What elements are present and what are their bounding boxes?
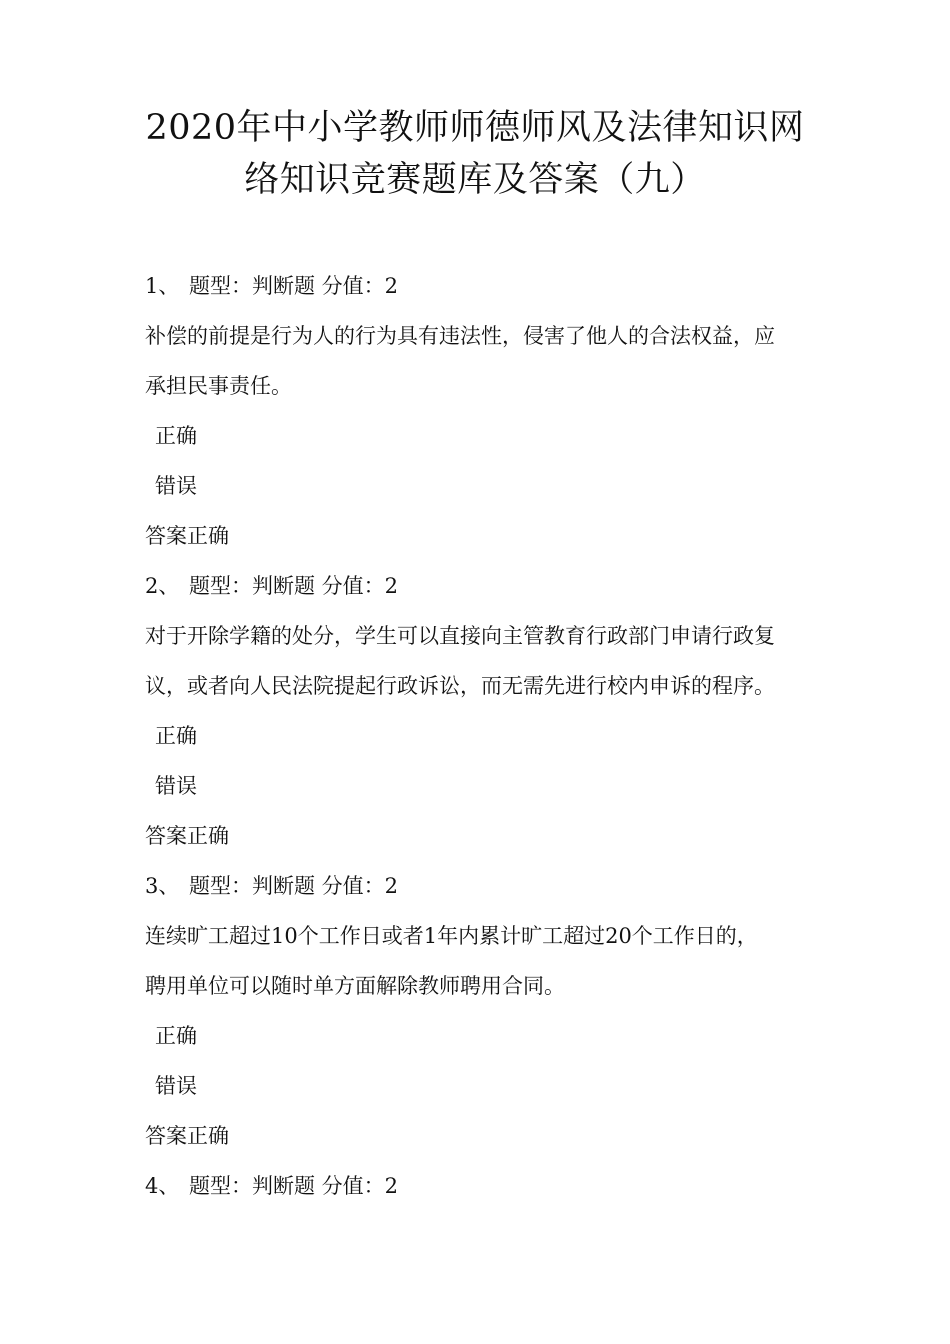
question-1-option-true: 正确 [155, 424, 197, 448]
question-1-option-false: 错误 [155, 474, 197, 498]
question-4-number: 4、 [145, 1174, 180, 1198]
question-2-meta: 题型：判断题 分值：2 [189, 574, 399, 598]
question-4-header [145, 1161, 825, 1211]
question-1-answer: 答案正确 [145, 524, 229, 548]
question-2-text-line1: 对于开除学籍的处分，学生可以直接向主管教育行政部门申请行政复 [145, 624, 775, 648]
question-2-answer: 答案正确 [145, 824, 229, 848]
question-3-meta: 题型：判断题 分值：2 [189, 874, 399, 898]
question-1-meta: 题型：判断题 分值：2 [189, 274, 399, 298]
question-3-text-line1: 连续旷工超过10个工作日或者1年内累计旷工超过20个工作日的， [145, 924, 758, 948]
question-3-answer: 答案正确 [145, 1124, 229, 1148]
question-2-text-line2: 议，或者向人民法院提起行政诉讼，而无需先进行校内申诉的程序。 [145, 674, 775, 698]
document-title-line2: 络知识竞赛题库及答案（九） [244, 160, 706, 200]
question-3-option-false: 错误 [155, 1074, 197, 1098]
question-4-meta: 题型：判断题 分值：2 [189, 1174, 399, 1198]
question-1-text-line2: 承担民事责任。 [145, 374, 292, 398]
question-1-number: 1、 [145, 274, 180, 298]
question-1-header [145, 261, 825, 311]
question-2-header [145, 561, 825, 611]
question-3-option-true: 正确 [155, 1024, 197, 1048]
question-2-number: 2、 [145, 574, 180, 598]
question-2-option-true: 正确 [155, 724, 197, 748]
question-list [145, 261, 825, 1211]
question-3-text-line2: 聘用单位可以随时单方面解除教师聘用合同。 [145, 974, 565, 998]
question-3-header [145, 861, 825, 911]
question-1-text-line1: 补偿的前提是行为人的行为具有违法性，侵害了他人的合法权益，应 [145, 324, 775, 348]
question-3-number: 3、 [145, 874, 180, 898]
question-2-option-false: 错误 [155, 774, 197, 798]
document-title-line1: 2020年中小学教师师德师风及法律知识网 [145, 108, 805, 148]
